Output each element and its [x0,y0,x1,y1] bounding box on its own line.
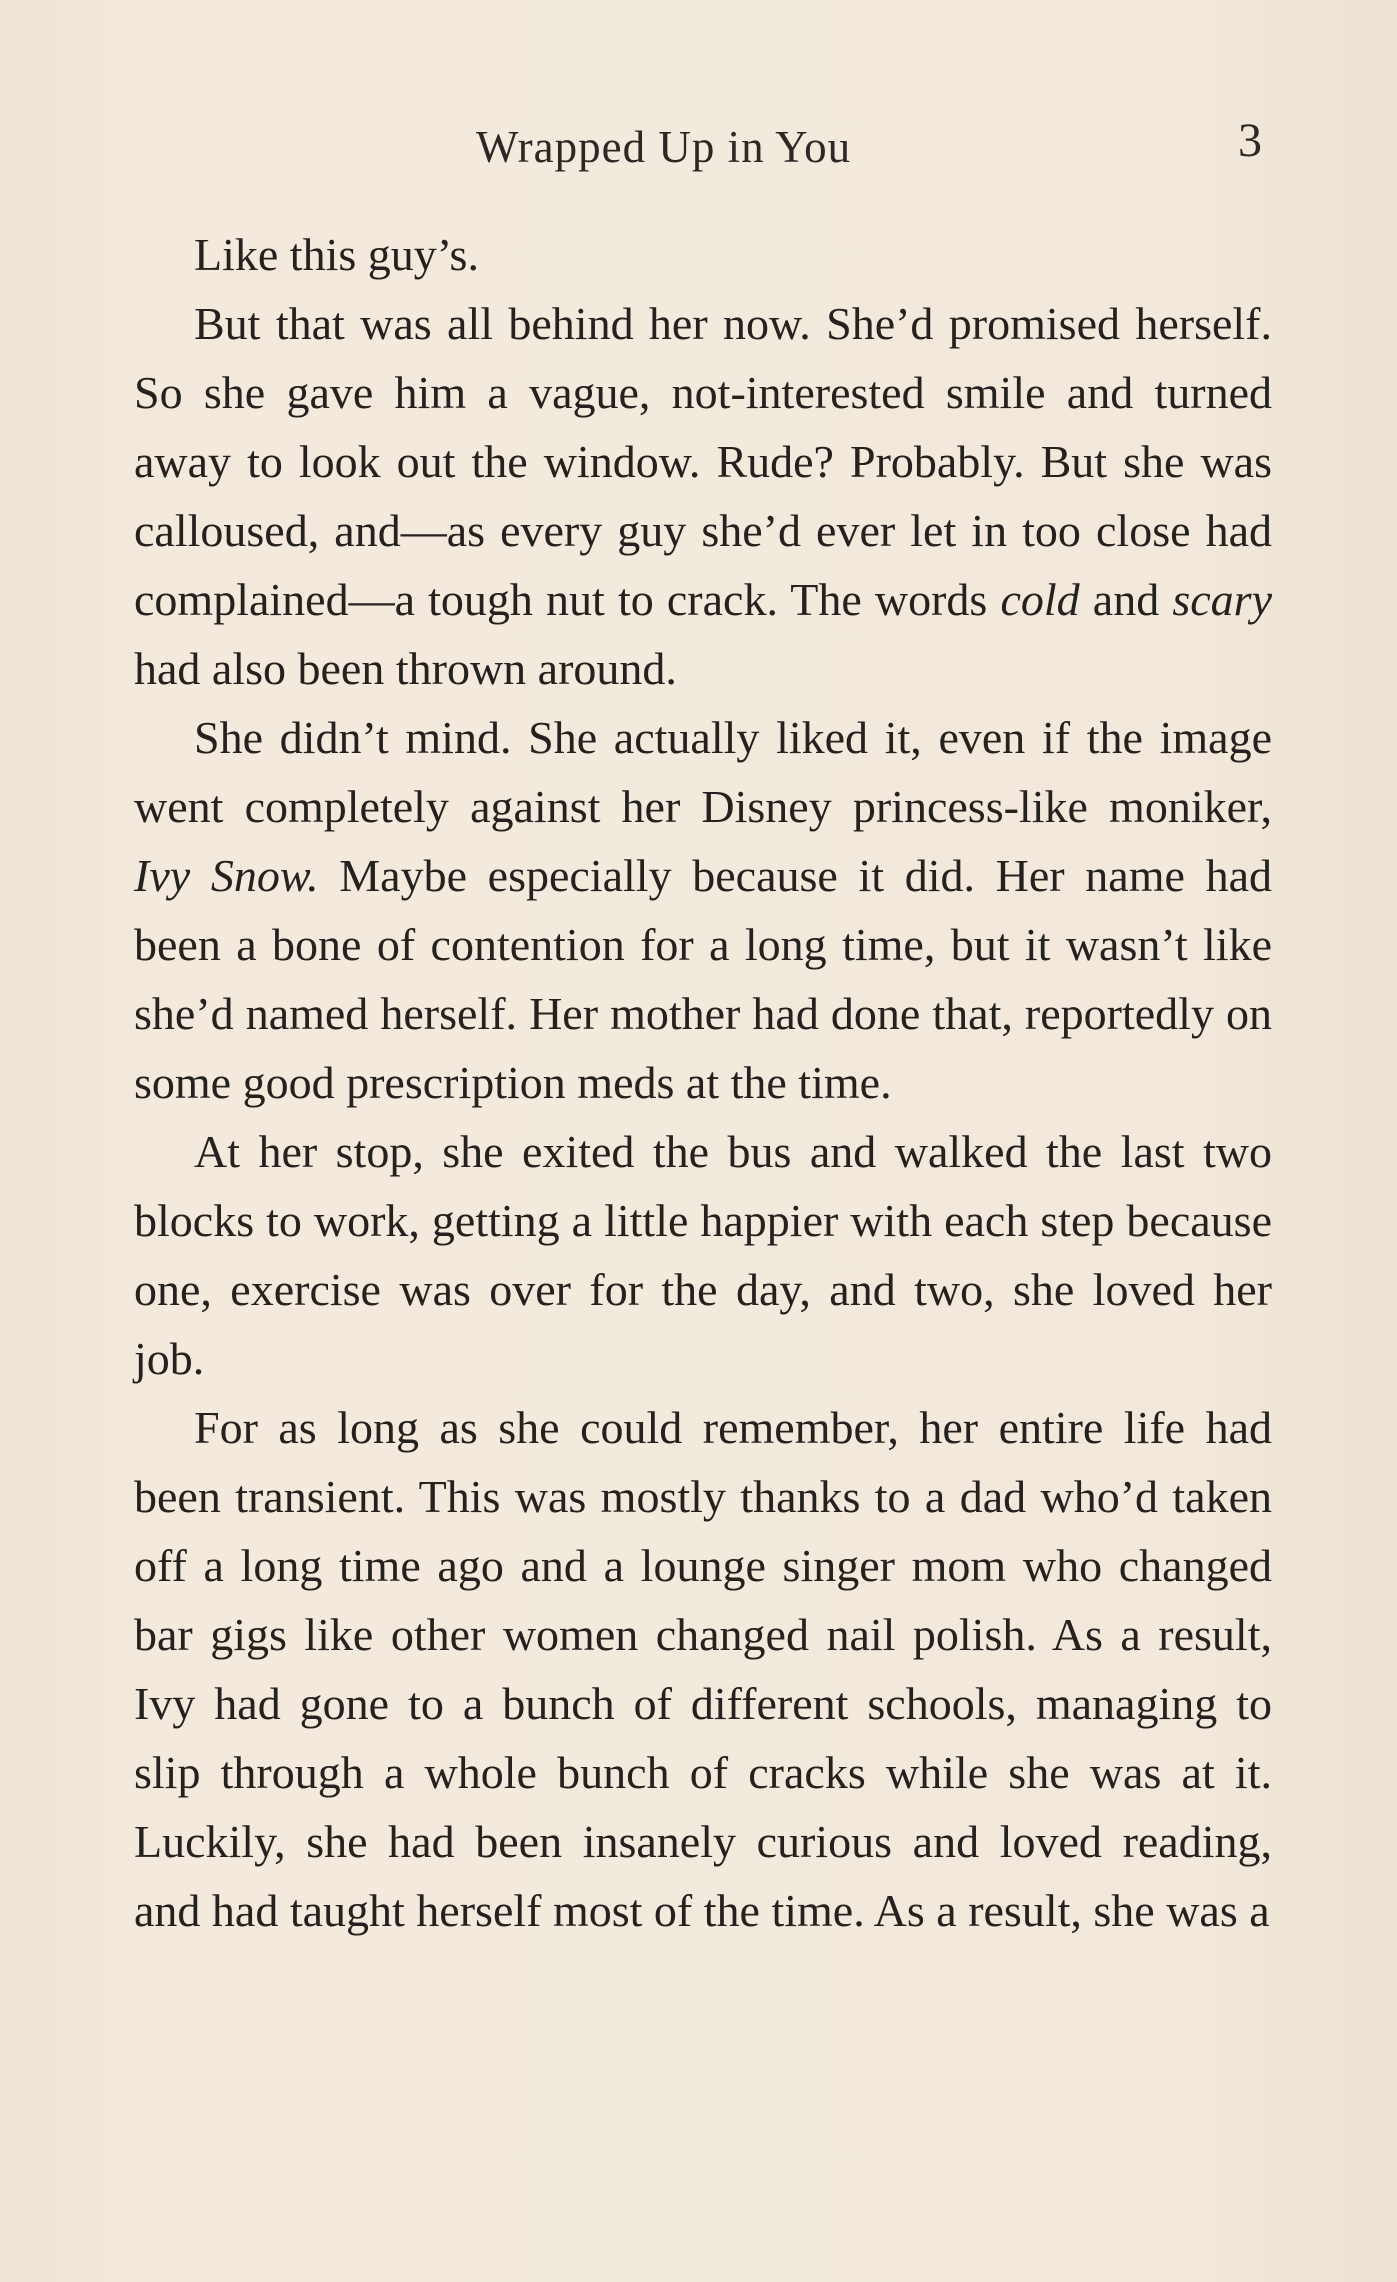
paragraph-1 [134,220,1272,289]
page-number: 3 [1238,114,1262,167]
paragraph-text: Maybe especially because it did. Her name had been a bone of contention for a long time, but it wasn’t like she’d named herself. Her mother had done that, reportedly on some good prescription meds at the time. [134,850,1272,1108]
paragraph-text: But that was all behind her now. She’d promised herself. So she gave him a vague, not-interested smile and turned away to look out the window. Rude? Probably. But she was calloused, and—as every guy she’d ever let in too close had complained—a tough nut to crack. The words [134,298,1272,625]
paragraph-3 [134,703,1272,1117]
paragraph-text: Like this guy’s. [194,229,479,280]
italic-name: Ivy Snow. [134,850,319,901]
running-head [0,112,1397,182]
paragraph-text: She didn’t mind. She actually liked it, even if the image went completely against her Disney princess-like moniker, [134,712,1272,832]
paragraph-text: For as long as she could remember, her entire life had been transient. This was mostly thanks to a dad who’d taken off a long time ago and a lounge singer mom who changed bar gigs like other women changed nail polish. As a result, Ivy had gone to a bunch of different schools, managing to slip through a whole bunch of cracks while she was at it. Luckily, she had been insanely curious and loved reading, and had taught herself most of the time. As a result, she was a [134,1402,1272,1936]
paragraph-text: had also been thrown around. [134,643,677,694]
paragraph-text: and [1079,574,1173,625]
paragraph-4 [134,1117,1272,1393]
body-text [134,220,1272,1945]
italic-word: scary [1172,574,1272,625]
paragraph-5 [134,1393,1272,1945]
paragraph-2 [134,289,1272,703]
running-head-title: Wrapped Up in You [476,122,852,172]
italic-word: cold [1000,574,1080,625]
paragraph-text: At her stop, she exited the bus and walked the last two blocks to work, getting a little happier with each step because one, exercise was over for the day, and two, she loved her job. [134,1126,1272,1384]
